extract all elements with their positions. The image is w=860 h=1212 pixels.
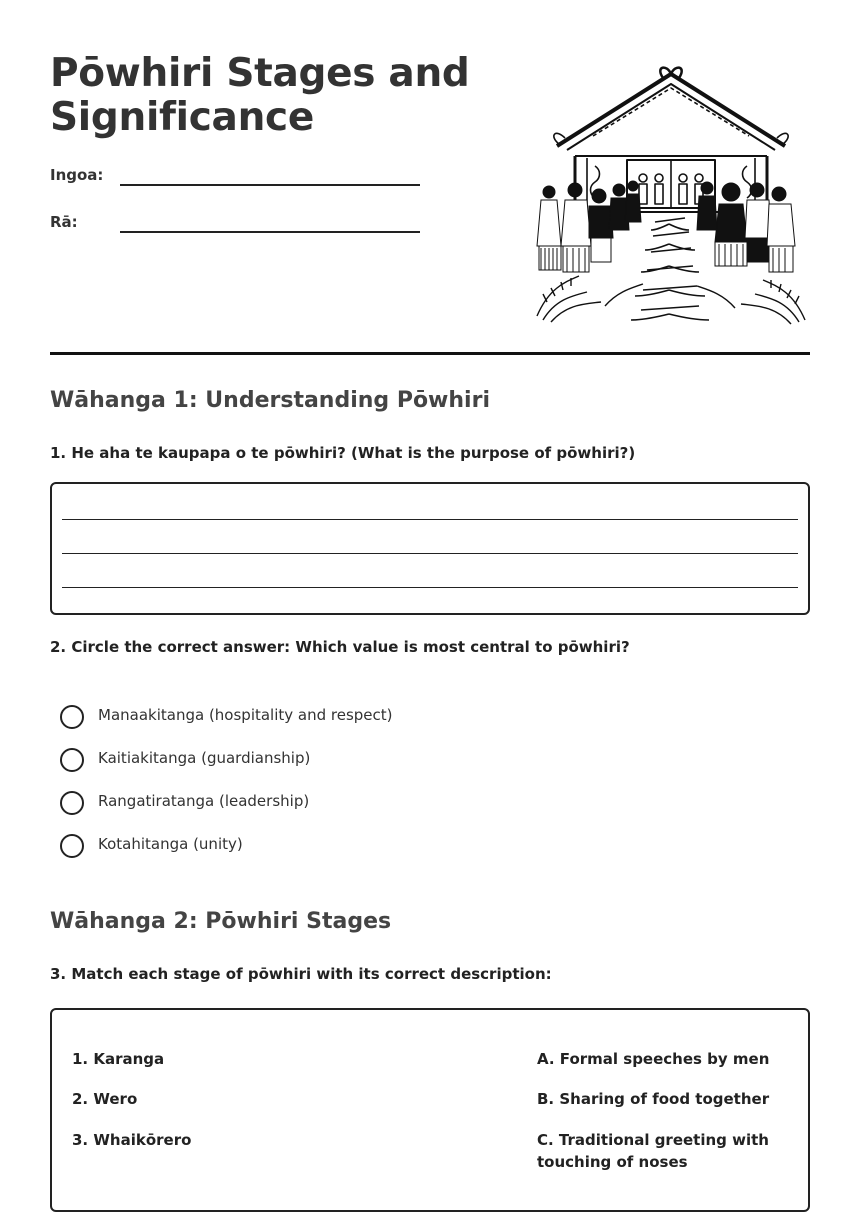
stage-wero: 2. Wero	[72, 1090, 138, 1108]
option-label: Kaitiakitanga (guardianship)	[98, 749, 311, 767]
option-label: Manaakitanga (hospitality and respect)	[98, 706, 393, 724]
question-1: 1. He aha te kaupapa o te pōwhiri? (What is the purpose of pōwhiri?)	[50, 444, 636, 462]
answer-write-line[interactable]	[62, 519, 798, 520]
section-1-title: Wāhanga 1: Understanding Pōwhiri	[50, 388, 490, 413]
worksheet-page	[50, 0, 810, 1171]
matching-box	[50, 1008, 810, 1212]
radio-circle[interactable]	[60, 834, 84, 858]
radio-circle[interactable]	[60, 748, 84, 772]
radio-circle[interactable]	[60, 705, 84, 729]
page-title: Pōwhiri Stages and Significance	[50, 51, 470, 140]
name-field[interactable]	[50, 166, 470, 196]
option-label: Kotahitanga (unity)	[98, 835, 243, 853]
stage-whaikorero: 3. Whaikōrero	[72, 1131, 192, 1149]
question-2: 2. Circle the correct answer: Which value is most central to pōwhiri?	[50, 638, 630, 656]
stage-karanga: 1. Karanga	[72, 1050, 165, 1068]
radio-circle[interactable]	[60, 791, 84, 815]
description-a: A. Formal speeches by men	[537, 1050, 770, 1068]
answer-write-line[interactable]	[62, 553, 798, 554]
question-1-answer-box[interactable]	[50, 482, 810, 615]
marae-powhiri-illustration	[535, 66, 807, 328]
date-write-line[interactable]	[120, 231, 420, 233]
date-field-label: Rā:	[50, 213, 78, 231]
name-write-line[interactable]	[120, 184, 420, 186]
answer-write-line[interactable]	[62, 587, 798, 588]
worksheet-header	[50, 0, 810, 355]
section-2-title: Wāhanga 2: Pōwhiri Stages	[50, 909, 392, 934]
date-field[interactable]	[50, 213, 470, 243]
description-c: C. Traditional greeting with touching of noses	[537, 1131, 769, 1171]
description-b: B. Sharing of food together	[537, 1090, 770, 1108]
name-field-label: Ingoa:	[50, 166, 104, 184]
option-label: Rangatiratanga (leadership)	[98, 792, 310, 810]
question-3: 3. Match each stage of pōwhiri with its correct description:	[50, 965, 552, 983]
